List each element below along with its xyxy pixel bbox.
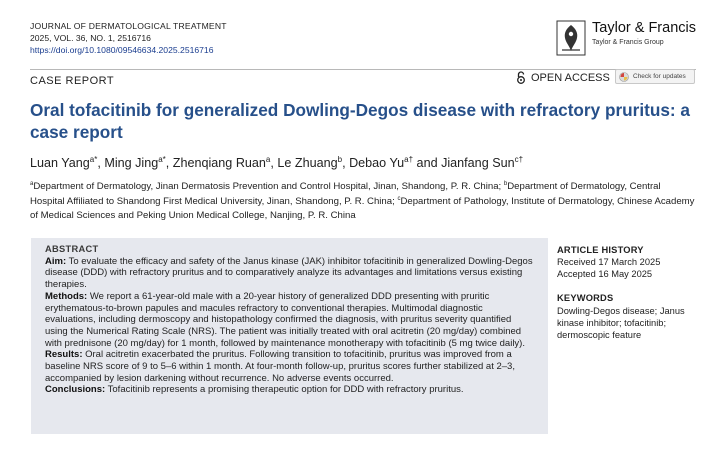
article-title: Oral tofacitinib for generalized Dowling-Degos disease with refractory pruritus: a case report — [30, 100, 690, 142]
conclusions-text: Tofacitinib represents a promising therapeutic option for DDD with refractory pruritus. — [105, 384, 464, 396]
journal-header — [30, 20, 227, 56]
author-list: Luan Yang$^{a*}$, Ming Jing$^{a*}$, Zhenqiang Ruan$^a$, Le Zhuang$^b$, Debao $Yu^{a\dagger}$ and Jianfang Sun$^{c\dagger}$ — [30, 155, 524, 170]
journal-volume: 2025, VOL. 36, NO. 1, 2516716 — [30, 33, 151, 43]
article-type: CASE REPORT — [30, 75, 115, 87]
keywords-list: Dowling-Degos disease; Janus kinase inhibitor; tofacitinib; dermoscopic feature — [557, 306, 685, 340]
author-name[interactable]: Ming Jing — [104, 156, 159, 170]
affiliation-mark: a — [30, 181, 34, 187]
author-affiliation-mark: a* — [89, 155, 98, 164]
check-for-updates-label: Check for updates — [633, 73, 686, 80]
publisher-block — [556, 20, 696, 56]
publisher-name: Taylor & Francis — [592, 20, 696, 36]
methods-label: Methods: — [45, 290, 88, 302]
abstract-methods — [45, 291, 536, 350]
author-affiliation-mark: a* — [158, 155, 166, 164]
article-info-sidebar — [557, 244, 707, 341]
author-name[interactable]: Zhenqiang Ruan — [172, 156, 266, 170]
conclusions-label: Conclusions: — [45, 384, 106, 396]
results-label: Results: — [45, 349, 83, 361]
doi-link[interactable]: https://doi.org/10.1080/09546634.2025.2516716 — [30, 45, 214, 55]
affiliations — [30, 178, 695, 222]
check-for-updates-button[interactable] — [615, 69, 695, 84]
author-affiliation-mark: a† — [404, 155, 414, 164]
abstract-heading: ABSTRACT — [45, 244, 99, 254]
results-text: Oral acitretin exacerbated the pruritus. Following transition to tofacitinib, pruritus was improved from a baseline NRS score of 9 to 5–6 within 1 month. At four-month follow-up, pruritus scores further stabilized at 2–3, accompanied by lesion darkening without recurrence. No adverse events occurred. — [45, 349, 515, 384]
affiliation-b: Department of Dermatology, Central Hospital Affiliated to Shandong First Medical University, Jinan, Shandong, P. R. China; — [30, 181, 661, 208]
aim-label: Aim: — [45, 255, 67, 267]
taylor-francis-logo-icon — [556, 20, 586, 56]
author-affiliation-mark: b — [337, 155, 343, 164]
keywords-heading: KEYWORDS — [557, 293, 614, 303]
abstract-results — [45, 349, 536, 384]
affiliation-a: Department of Dermatology, Jinan Dermatosis Prevention and Control Hospital, Jinan, Shandong, P. R. China; — [33, 181, 504, 193]
abstract-box — [31, 238, 548, 434]
methods-text: We report a 61-year-old male with a 20-year history of generalized DDD presenting with pruritic erythematous-to-brown papules and macules refractory to conventional therapies. Multimodal diagnostic evaluations, including dermoscopy and histopathology confirmed the diagnosis, with pruritus severity quantified using the Numerical Rating Scale (NRS). The patient was initially treated with oral acitretin (20 mg/day) combined with prednisone (20 mg/day) for 1 month, followed by maintenance monotherapy with tofacitinib (5 mg twice daily). — [45, 290, 525, 349]
author-name[interactable]: Le Zhuang — [277, 156, 338, 170]
abstract-conclusions — [45, 384, 536, 396]
crossmark-icon — [619, 72, 629, 82]
open-lock-icon — [516, 71, 526, 84]
author-name[interactable]: Jianfang Sun — [441, 156, 515, 170]
affiliation-c: Department of Pathology, Institute of Dermatology, Chinese Academy of Medical Sciences and Peking Union Medical College, Nanjing, P. R. China — [30, 196, 695, 221]
abstract-aim — [45, 256, 536, 291]
open-access-label — [516, 71, 610, 84]
header-divider — [30, 69, 696, 70]
aim-text: To evaluate the efficacy and safety of the Janus kinase (JAK) inhibitor tofacitinib in generalized Dowling-Degos disease (DDD) with refractory pruritus and to comparatively analyze its advantages and limitations versus existing therapies. — [45, 255, 533, 291]
publisher-group: Taylor & Francis Group — [592, 39, 664, 46]
article-history-heading: ARTICLE HISTORY — [557, 245, 644, 255]
received-date: Received 17 March 2025 — [557, 257, 661, 267]
author-affiliation-mark: c† — [514, 155, 524, 164]
open-access-text: OPEN ACCESS — [531, 71, 610, 84]
accepted-date: Accepted 16 May 2025 — [557, 269, 653, 279]
affiliation-mark: c — [397, 196, 401, 203]
author-affiliation-mark: a — [265, 155, 271, 164]
journal-name: JOURNAL OF DERMATOLOGICAL TREATMENT — [30, 21, 227, 31]
affiliation-mark: b — [503, 181, 508, 187]
author-name[interactable]: Luan Yang — [30, 156, 90, 170]
author-name[interactable]: Debao Yu — [349, 156, 405, 170]
